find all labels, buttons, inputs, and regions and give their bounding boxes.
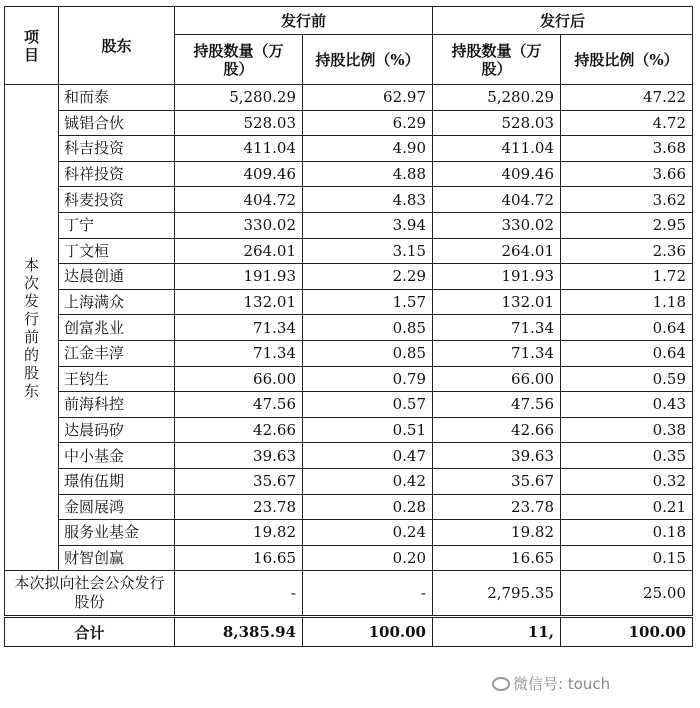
shareholder-name: 铖锠合伙 <box>59 110 175 136</box>
after-shares-cell: 191.93 <box>433 264 561 290</box>
before-shares-cell: 411.04 <box>175 136 303 162</box>
header-after-shares: 持股数量（万股） <box>433 35 561 85</box>
watermark <box>492 673 610 694</box>
after-shares-cell: 16.65 <box>433 545 561 571</box>
after-shares-cell: 528.03 <box>433 110 561 136</box>
before-shares-cell: 5,280.29 <box>175 85 303 111</box>
before-shares-cell: 35.67 <box>175 468 303 494</box>
before-ratio-cell: 1.57 <box>303 289 433 315</box>
shareholder-name: 王钧生 <box>59 366 175 392</box>
before-ratio-cell: 3.94 <box>303 212 433 238</box>
after-shares-cell: 409.46 <box>433 161 561 187</box>
shareholder-name: 和而泰 <box>59 85 175 111</box>
header-before-shares: 持股数量（万股） <box>175 35 303 85</box>
before-shares-cell: 191.93 <box>175 264 303 290</box>
after-shares-cell: 264.01 <box>433 238 561 264</box>
before-ratio-cell: 0.20 <box>303 545 433 571</box>
after-ratio-cell: 3.66 <box>561 161 693 187</box>
after-shares-cell: 42.66 <box>433 417 561 443</box>
after-ratio-cell: 0.35 <box>561 443 693 469</box>
before-ratio-cell: 0.51 <box>303 417 433 443</box>
table-row <box>5 417 693 443</box>
after-shares-cell: 132.01 <box>433 289 561 315</box>
before-ratio-cell: 0.24 <box>303 520 433 546</box>
shareholder-name: 丁文桓 <box>59 238 175 264</box>
after-ratio-cell: 47.22 <box>561 85 693 111</box>
shareholder-name: 创富兆业 <box>59 315 175 341</box>
table-row <box>5 289 693 315</box>
header-before: 发行前 <box>175 7 433 35</box>
before-shares-cell: 19.82 <box>175 520 303 546</box>
before-ratio-cell: 3.15 <box>303 238 433 264</box>
shareholding-table <box>4 6 693 647</box>
before-shares-cell: 66.00 <box>175 366 303 392</box>
after-shares-cell: 47.56 <box>433 392 561 418</box>
after-shares-cell: 5,280.29 <box>433 85 561 111</box>
table-row <box>5 85 693 111</box>
table-row <box>5 136 693 162</box>
shareholder-name: 科麦投资 <box>59 187 175 213</box>
shareholder-name: 服务业基金 <box>59 520 175 546</box>
table-row <box>5 520 693 546</box>
after-ratio-cell: 4.72 <box>561 110 693 136</box>
header-shareholder: 股东 <box>59 7 175 85</box>
table-row <box>5 238 693 264</box>
total-before-ratio-cell: 100.00 <box>303 617 433 647</box>
shareholder-name: 上海满众 <box>59 289 175 315</box>
shareholding-table-wrapper <box>4 6 693 647</box>
shareholder-name: 丁宁 <box>59 212 175 238</box>
before-ratio-cell: 0.28 <box>303 494 433 520</box>
before-shares-cell: 39.63 <box>175 443 303 469</box>
after-shares-cell: 71.34 <box>433 340 561 366</box>
before-shares-cell: 16.65 <box>175 545 303 571</box>
shareholder-name: 达晨创通 <box>59 264 175 290</box>
after-shares-cell: 23.78 <box>433 494 561 520</box>
after-ratio-cell: 0.59 <box>561 366 693 392</box>
after-shares-cell: 66.00 <box>433 366 561 392</box>
table-row <box>5 468 693 494</box>
header-before-ratio: 持股比例（%） <box>303 35 433 85</box>
before-ratio-cell: 4.83 <box>303 187 433 213</box>
before-shares-cell: 71.34 <box>175 315 303 341</box>
table-row <box>5 443 693 469</box>
before-ratio-cell: 0.85 <box>303 315 433 341</box>
before-shares-cell: 528.03 <box>175 110 303 136</box>
after-shares-cell: 411.04 <box>433 136 561 162</box>
shareholder-name: 达晨码矽 <box>59 417 175 443</box>
before-ratio-cell: 4.88 <box>303 161 433 187</box>
before-ratio-cell: 2.29 <box>303 264 433 290</box>
wechat-icon <box>492 677 510 691</box>
before-ratio-cell: 0.57 <box>303 392 433 418</box>
table-row <box>5 315 693 341</box>
before-ratio-cell: 6.29 <box>303 110 433 136</box>
table-row <box>5 212 693 238</box>
before-shares-cell: 23.78 <box>175 494 303 520</box>
after-ratio-cell: 0.43 <box>561 392 693 418</box>
total-label: 合计 <box>5 617 175 647</box>
after-ratio-cell: 0.15 <box>561 545 693 571</box>
table-row <box>5 161 693 187</box>
after-shares-cell: 71.34 <box>433 315 561 341</box>
after-shares-cell: 39.63 <box>433 443 561 469</box>
group-label: 本次发行前的股东 <box>5 85 59 571</box>
table-row <box>5 110 693 136</box>
total-after-shares-cell: 11, <box>433 617 561 647</box>
shareholder-name: 中小基金 <box>59 443 175 469</box>
before-shares-cell: 404.72 <box>175 187 303 213</box>
header-item: 项目 <box>5 7 59 85</box>
shareholder-name: 江金丰淳 <box>59 340 175 366</box>
before-shares-cell: 264.01 <box>175 238 303 264</box>
after-ratio-cell: 0.64 <box>561 315 693 341</box>
public-after-shares-cell: 2,795.35 <box>433 571 561 617</box>
after-ratio-cell: 0.18 <box>561 520 693 546</box>
before-shares-cell: 47.56 <box>175 392 303 418</box>
public-before-ratio-cell: - <box>303 571 433 617</box>
shareholder-name: 科祥投资 <box>59 161 175 187</box>
public-before-shares-cell: - <box>175 571 303 617</box>
after-ratio-cell: 0.21 <box>561 494 693 520</box>
public-offering-row <box>5 571 693 617</box>
after-shares-cell: 19.82 <box>433 520 561 546</box>
table-body <box>5 85 693 647</box>
table-row <box>5 340 693 366</box>
after-shares-cell: 330.02 <box>433 212 561 238</box>
after-ratio-cell: 0.64 <box>561 340 693 366</box>
before-ratio-cell: 4.90 <box>303 136 433 162</box>
before-ratio-cell: 62.97 <box>303 85 433 111</box>
before-ratio-cell: 0.85 <box>303 340 433 366</box>
table-row <box>5 392 693 418</box>
header-after: 发行后 <box>433 7 693 35</box>
public-after-ratio-cell: 25.00 <box>561 571 693 617</box>
before-shares-cell: 409.46 <box>175 161 303 187</box>
header-after-ratio: 持股比例（%） <box>561 35 693 85</box>
after-ratio-cell: 2.95 <box>561 212 693 238</box>
after-ratio-cell: 0.32 <box>561 468 693 494</box>
before-shares-cell: 71.34 <box>175 340 303 366</box>
shareholder-name: 金圆展鸿 <box>59 494 175 520</box>
total-after-ratio-cell: 100.00 <box>561 617 693 647</box>
shareholder-name: 科吉投资 <box>59 136 175 162</box>
shareholder-name: 前海科控 <box>59 392 175 418</box>
shareholder-name: 财智创赢 <box>59 545 175 571</box>
table-row <box>5 494 693 520</box>
table-row <box>5 187 693 213</box>
before-ratio-cell: 0.47 <box>303 443 433 469</box>
after-ratio-cell: 1.18 <box>561 289 693 315</box>
table-row <box>5 545 693 571</box>
after-ratio-cell: 0.38 <box>561 417 693 443</box>
shareholder-name: 璟侑伍期 <box>59 468 175 494</box>
after-shares-cell: 404.72 <box>433 187 561 213</box>
before-ratio-cell: 0.42 <box>303 468 433 494</box>
after-shares-cell: 35.67 <box>433 468 561 494</box>
before-shares-cell: 42.66 <box>175 417 303 443</box>
before-shares-cell: 330.02 <box>175 212 303 238</box>
watermark-text: 微信号: touch <box>513 675 611 693</box>
after-ratio-cell: 3.62 <box>561 187 693 213</box>
table-row <box>5 264 693 290</box>
public-offering-label: 本次拟向社会公众发行股份 <box>5 571 175 617</box>
before-shares-cell: 132.01 <box>175 289 303 315</box>
after-ratio-cell: 1.72 <box>561 264 693 290</box>
after-ratio-cell: 3.68 <box>561 136 693 162</box>
total-row <box>5 617 693 647</box>
before-ratio-cell: 0.79 <box>303 366 433 392</box>
table-row <box>5 366 693 392</box>
after-ratio-cell: 2.36 <box>561 238 693 264</box>
total-before-shares-cell: 8,385.94 <box>175 617 303 647</box>
